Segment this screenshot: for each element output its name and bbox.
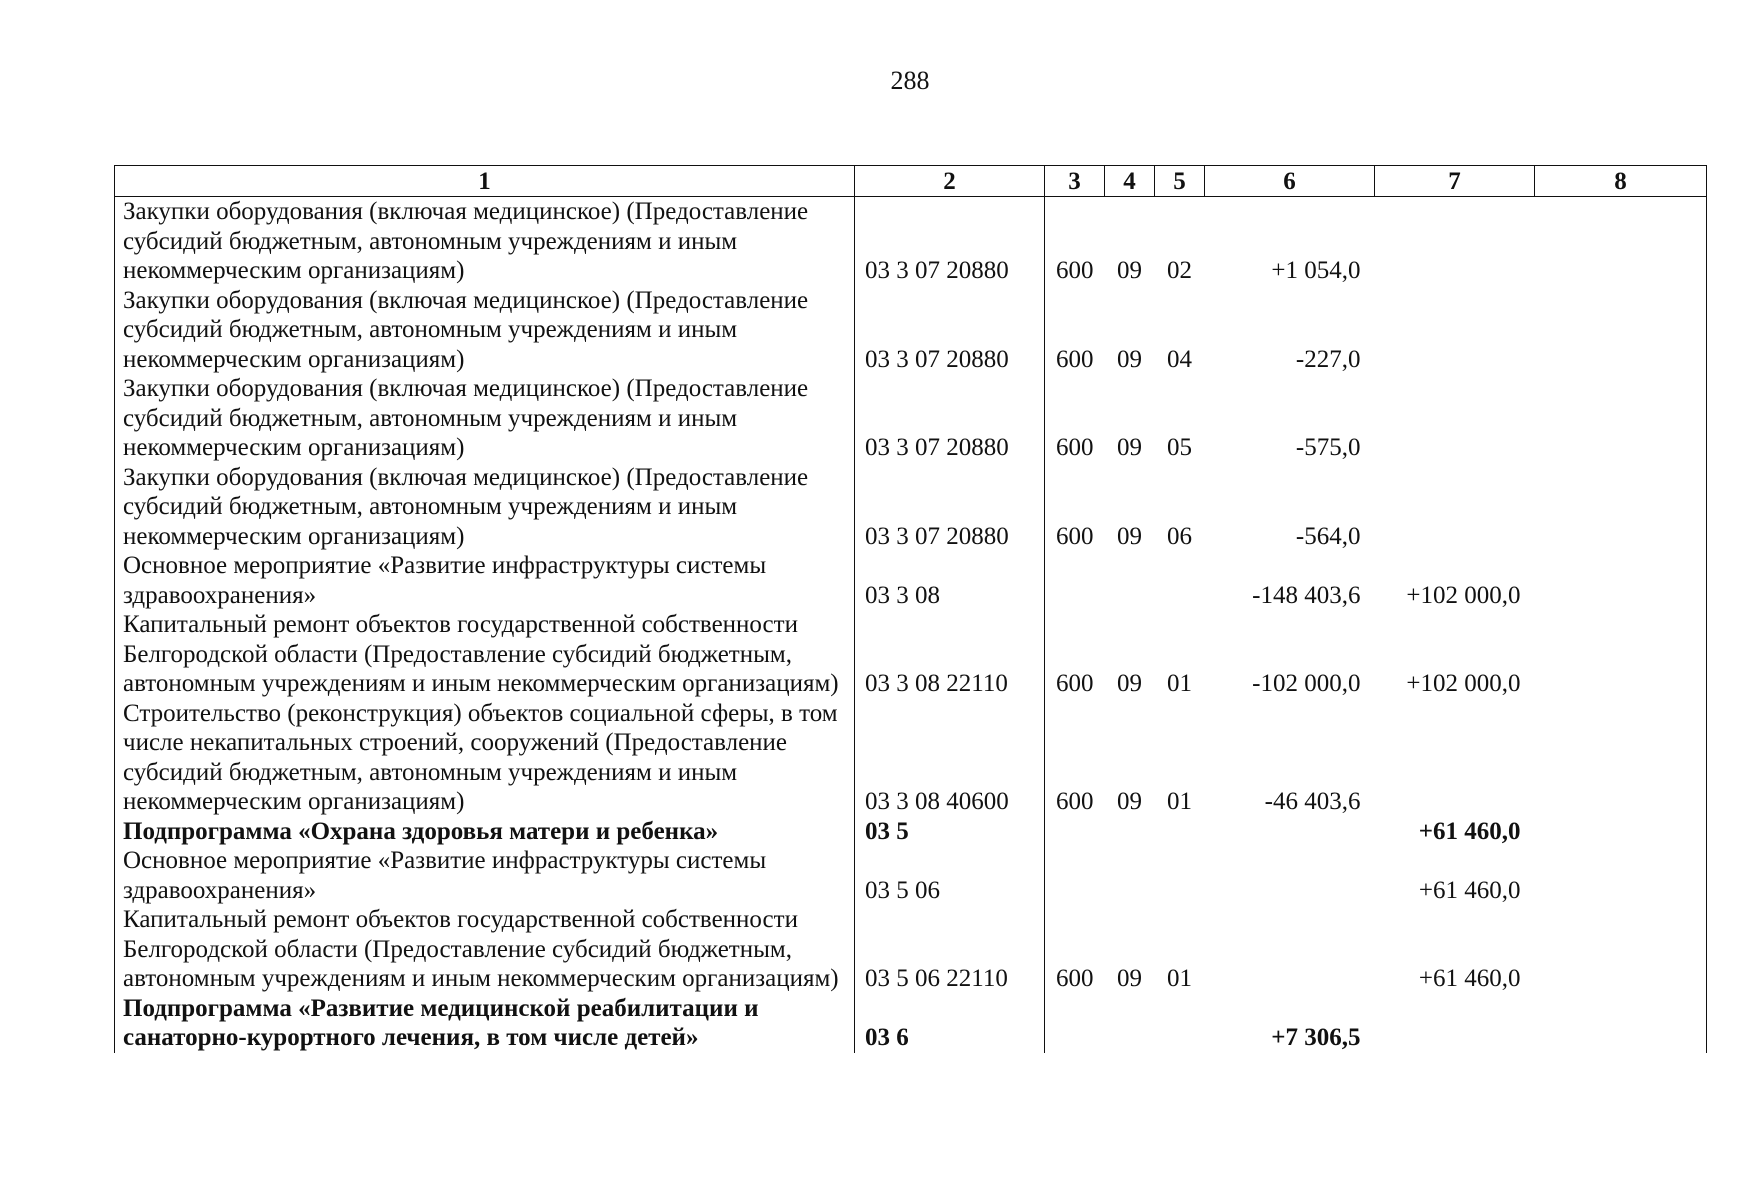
table-row	[115, 197, 1707, 286]
row-amount-col7	[1375, 197, 1535, 286]
table-row	[115, 286, 1707, 375]
row-amount-col7: +61 460,0	[1418, 817, 1521, 845]
table-header-row	[115, 166, 1707, 197]
table-row	[115, 846, 1707, 905]
table-body	[115, 197, 1707, 1053]
row-amount-col8	[1535, 994, 1707, 1053]
row-amount-col6: -564,0	[1295, 522, 1361, 550]
column-header-4: 4	[1105, 166, 1155, 197]
row-amount-col8	[1535, 374, 1707, 463]
row-subsection: 01	[1167, 965, 1192, 992]
column-header-5: 5	[1155, 166, 1205, 197]
row-name: Закупки оборудования (включая медицинское) (Предоставление субсидий бюджетным, автономным учреждениям и иным некоммерческим организациям)	[115, 286, 855, 375]
table-row	[115, 374, 1707, 463]
row-amount-col7	[1375, 699, 1535, 817]
column-header-6: 6	[1205, 166, 1375, 197]
table-row	[115, 905, 1707, 994]
row-expense-type: 600	[1045, 699, 1105, 817]
row-expense-type: 600	[1045, 905, 1105, 994]
row-section: 09	[1117, 788, 1142, 815]
row-code: 03 3 08 40600	[855, 699, 1045, 817]
row-code: 03 3 07 20880	[855, 197, 1045, 286]
row-subsection	[1155, 817, 1205, 847]
row-amount-col6: -575,0	[1295, 434, 1361, 461]
row-code: 03 3 07 20880	[855, 286, 1045, 375]
row-amount-col7: +102 000,0	[1406, 670, 1521, 697]
row-name: Закупки оборудования (включая медицинское) (Предоставление субсидий бюджетным, автономным учреждениям и иным некоммерческим организациям)	[115, 374, 855, 463]
row-expense-type: 600	[1045, 374, 1105, 463]
row-code: 03 3 07 20880	[855, 463, 1045, 552]
row-section: 09	[1117, 345, 1142, 373]
column-header-8: 8	[1535, 166, 1707, 197]
row-section: 09	[1117, 965, 1142, 992]
page-number: 288	[890, 66, 930, 95]
row-expense-type	[1045, 551, 1105, 610]
row-section	[1105, 846, 1155, 905]
row-name: Основное мероприятие «Развитие инфраструктуры системы здравоохранения»	[115, 846, 855, 905]
row-amount-col7	[1375, 286, 1535, 375]
row-expense-type	[1045, 994, 1105, 1053]
row-subsection	[1155, 551, 1205, 610]
row-subsection: 06	[1167, 522, 1192, 550]
row-name: Закупки оборудования (включая медицинское) (Предоставление субсидий бюджетным, автономным учреждениям и иным некоммерческим организациям)	[115, 197, 855, 286]
row-amount-col6: +7 306,5	[1271, 1024, 1361, 1051]
row-amount-col7	[1375, 374, 1535, 463]
row-subsection	[1155, 994, 1205, 1053]
row-code: 03 6	[855, 994, 1045, 1053]
table-row	[115, 551, 1707, 610]
table-row	[115, 610, 1707, 699]
row-expense-type	[1045, 846, 1105, 905]
row-code: 03 5	[855, 817, 1045, 847]
row-section: 09	[1117, 670, 1142, 697]
row-name: Подпрограмма «Развитие медицинской реабилитации и санаторно-курортного лечения, в том числе детей»	[115, 994, 855, 1053]
row-amount-col6: -46 403,6	[1264, 788, 1361, 815]
row-amount-col7: +61 460,0	[1418, 965, 1521, 992]
row-section: 09	[1117, 257, 1142, 284]
row-section	[1105, 817, 1155, 847]
row-code: 03 3 08 22110	[855, 610, 1045, 699]
table-row	[115, 699, 1707, 817]
row-section: 09	[1117, 522, 1142, 550]
row-name: Капитальный ремонт объектов государственной собственности Белгородской области (Предоставление субсидий бюджетным, автономным учреждениям и иным некоммерческим организациям)	[115, 905, 855, 994]
row-amount-col7	[1375, 463, 1535, 552]
row-section	[1105, 994, 1155, 1053]
row-expense-type: 600	[1045, 610, 1105, 699]
row-code: 03 5 06	[855, 846, 1045, 905]
row-subsection	[1155, 846, 1205, 905]
row-amount-col6	[1205, 905, 1375, 994]
row-amount-col6: -227,0	[1295, 345, 1361, 373]
row-expense-type: 600	[1045, 286, 1105, 375]
row-amount-col8	[1535, 846, 1707, 905]
row-section: 09	[1117, 434, 1142, 461]
row-amount-col6: +1 054,0	[1271, 257, 1361, 284]
row-amount-col8	[1535, 905, 1707, 994]
row-amount-col7: +61 460,0	[1418, 876, 1521, 904]
row-expense-type: 600	[1045, 197, 1105, 286]
row-name: Основное мероприятие «Развитие инфраструктуры системы здравоохранения»	[115, 551, 855, 610]
row-section	[1105, 551, 1155, 610]
row-amount-col8	[1535, 551, 1707, 610]
row-amount-col8	[1535, 610, 1707, 699]
row-amount-col6: -102 000,0	[1252, 670, 1361, 697]
row-amount-col8	[1535, 463, 1707, 552]
row-name: Строительство (реконструкция) объектов социальной сферы, в том числе некапитальных строений, сооружений (Предоставление субсидий бюджетным, автономным учреждениям и иным некоммерческим организациям)	[115, 699, 855, 817]
column-header-3: 3	[1045, 166, 1105, 197]
table-row	[115, 994, 1707, 1053]
row-subsection: 04	[1167, 345, 1192, 373]
row-subsection: 05	[1167, 434, 1192, 461]
row-name: Капитальный ремонт объектов государственной собственности Белгородской области (Предоставление субсидий бюджетным, автономным учреждениям и иным некоммерческим организациям)	[115, 610, 855, 699]
row-code: 03 5 06 22110	[855, 905, 1045, 994]
row-amount-col6	[1205, 817, 1375, 847]
column-header-7: 7	[1375, 166, 1535, 197]
row-amount-col6	[1205, 846, 1375, 905]
row-amount-col8	[1535, 699, 1707, 817]
row-expense-type	[1045, 817, 1105, 847]
row-amount-col7	[1375, 994, 1535, 1053]
column-header-2: 2	[855, 166, 1045, 197]
budget-table	[114, 165, 1707, 1053]
row-name: Закупки оборудования (включая медицинское) (Предоставление субсидий бюджетным, автономным учреждениям и иным некоммерческим организациям)	[115, 463, 855, 552]
row-amount-col8	[1535, 286, 1707, 375]
row-code: 03 3 07 20880	[855, 374, 1045, 463]
row-amount-col7: +102 000,0	[1406, 581, 1521, 609]
row-subsection: 01	[1167, 788, 1192, 815]
row-amount-col6: -148 403,6	[1252, 581, 1361, 609]
column-header-1: 1	[115, 166, 855, 197]
row-expense-type: 600	[1045, 463, 1105, 552]
row-amount-col8	[1535, 817, 1707, 847]
table-row	[115, 463, 1707, 552]
row-amount-col8	[1535, 197, 1707, 286]
row-subsection: 01	[1167, 670, 1192, 697]
row-subsection: 02	[1167, 257, 1192, 284]
table-row	[115, 817, 1707, 847]
row-name: Подпрограмма «Охрана здоровья матери и ребенка»	[115, 817, 855, 847]
row-code: 03 3 08	[855, 551, 1045, 610]
